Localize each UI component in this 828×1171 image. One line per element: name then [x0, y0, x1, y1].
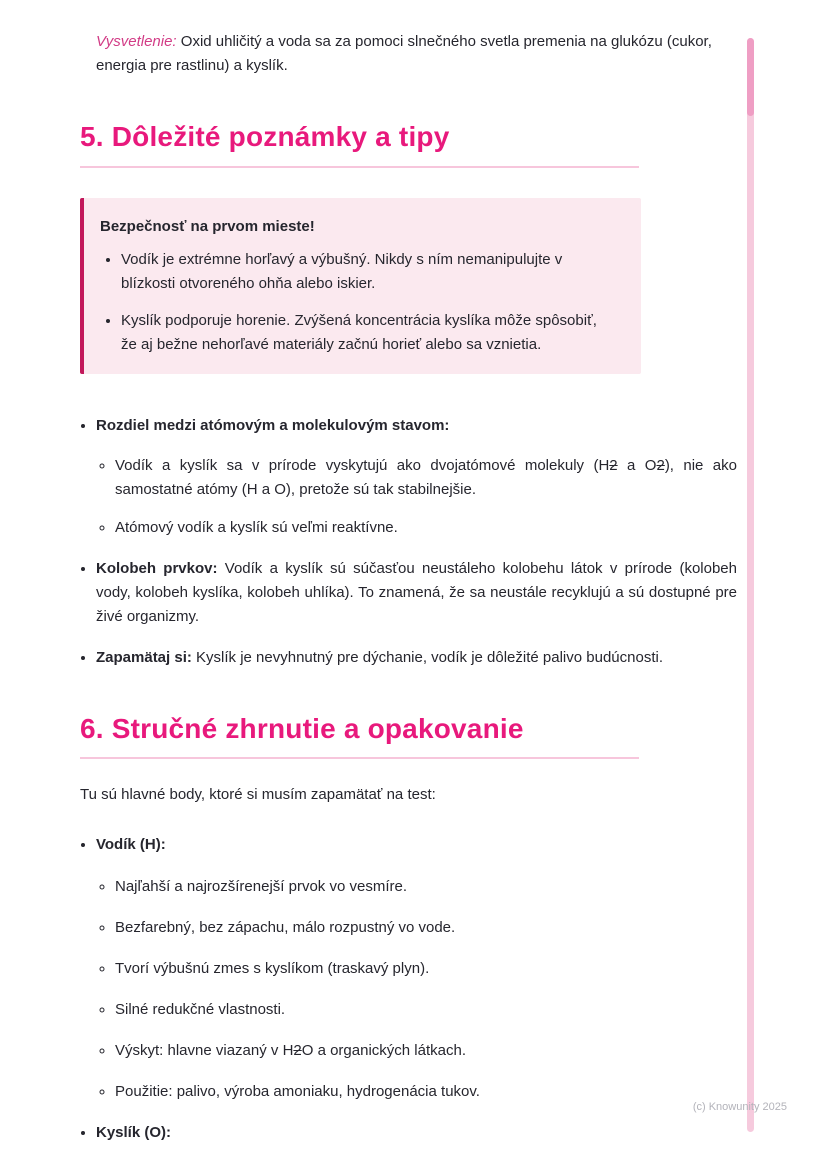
- safety-callout: [80, 198, 641, 374]
- note-content: [80, 30, 737, 1162]
- footer-credit: (c) Knowunity 2025: [692, 1101, 787, 1113]
- note-item-element-cycle: [96, 557, 737, 629]
- explanation-paragraph: [96, 30, 737, 78]
- summary-intro: Tu sú hlavné body, ktoré si musím zapamätať na test:: [80, 786, 436, 804]
- summary-item-oxygen: [96, 1121, 737, 1145]
- summary-lead: Kyslík (O):: [96, 1124, 172, 1142]
- summary-list: [80, 833, 737, 1145]
- callout-item-oxygen-warning: • Kyslík podporuje horenie. Zvýšená koncentrácia kyslíka môže spôsobiť, že aj bežne nehorľavé materiály začnú horieť alebo sa vznietia.: [121, 309, 615, 357]
- summary-subitem-lightest: ◦ Najľahší a najrozšírenejší prvok vo vesmíre.: [115, 875, 737, 899]
- scrollbar-track[interactable]: [747, 38, 754, 1132]
- summary-lead: Vodík (H):: [96, 836, 166, 854]
- summary-subitem-usage: ◦ Použitie: palivo, výroba amoniaku, hydrogenácia tukov.: [115, 1080, 737, 1104]
- summary-subitem-reducing: ◦ Silné redukčné vlastnosti.: [115, 998, 737, 1022]
- summary-item-hydrogen: [96, 833, 737, 1104]
- note-lead: Rozdiel medzi atómovým a molekulovým stavom:: [96, 416, 450, 434]
- scrollbar-thumb[interactable]: [747, 38, 754, 116]
- notes-list: [80, 414, 737, 670]
- section-6-heading: 6. Stručné zhrnutie a opakovanie: [80, 712, 639, 760]
- note-text: Vodík a kyslík sú súčasťou neustáleho kolobehu látok v prírode (kolobeh vody, kolobeh kyslíka, kolobeh uhlíka). To znamená, že sa neustále recyklujú a sú dostupné pre živé organizmy.: [96, 559, 737, 625]
- explanation-label: Vysvetlenie:: [96, 33, 177, 50]
- explanation-text: Oxid uhličitý a voda sa za pomoci slnečného svetla premenia na glukózu (cukor, energia pre rastlinu) a kyslík.: [96, 33, 712, 74]
- note-item-remember: [96, 646, 737, 670]
- note-lead: Kolobeh prvkov:: [96, 559, 218, 577]
- summary-subitem-occurrence: ◦ Výskyt: hlavne viazaný v H2O a organických látkach.: [115, 1039, 737, 1063]
- callout-title: Bezpečnosť na prvom mieste!: [100, 217, 315, 235]
- note-lead: Zapamätaj si:: [96, 648, 192, 666]
- summary-subitem-explosive-mix: ◦ Tvorí výbušnú zmes s kyslíkom (traskavý plyn).: [115, 957, 737, 981]
- note-item-atomic-vs-molecular: [96, 414, 737, 540]
- note-subitem-reactive: ◦ Atómový vodík a kyslík sú veľmi reaktívne.: [115, 516, 737, 540]
- note-subitem-diatomic: ◦ Vodík a kyslík sa v prírode vyskytujú ako dvojatómové molekuly (H2 a O2), nie ako samostatné atómy (H a O), pretože sú tak stabilnejšie.: [115, 454, 737, 502]
- summary-sublist: [96, 875, 737, 1104]
- section-5-heading: 5. Dôležité poznámky a tipy: [80, 120, 639, 168]
- summary-subitem-colorless: ◦ Bezfarebný, bez zápachu, málo rozpustný vo vode.: [115, 916, 737, 940]
- note-text: Kyslík je nevyhnutný pre dýchanie, vodík je dôležité palivo budúcnosti.: [191, 648, 663, 666]
- callout-list: [100, 248, 615, 357]
- note-sublist: [96, 454, 737, 540]
- callout-item-hydrogen-warning: • Vodík je extrémne horľavý a výbušný. Nikdy s ním nemanipulujte v blízkosti otvoreného ohňa alebo iskier.: [121, 248, 615, 296]
